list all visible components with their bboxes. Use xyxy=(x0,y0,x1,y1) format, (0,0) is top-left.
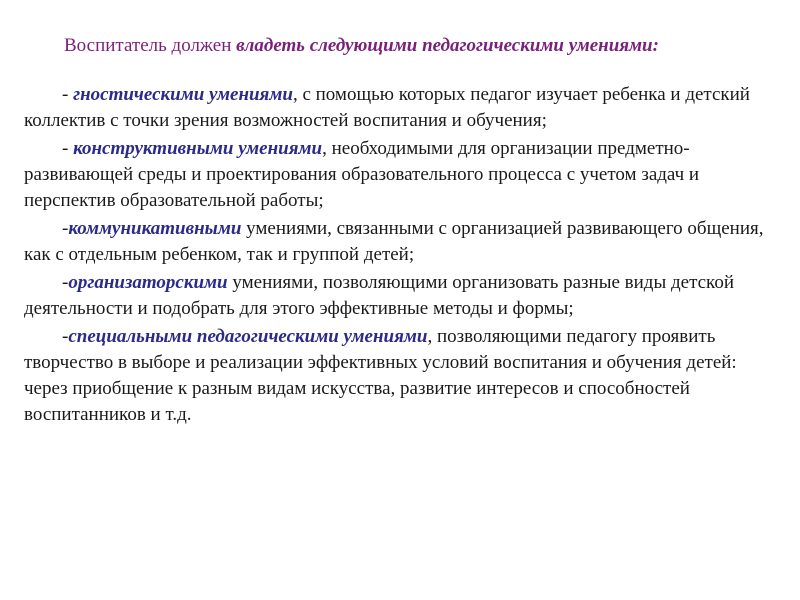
item-dash: - xyxy=(62,84,74,105)
item-term: гностическими умениями xyxy=(73,84,293,105)
item-dash: - xyxy=(62,326,69,347)
list-item-special xyxy=(24,324,770,428)
list-item-gnostic xyxy=(24,82,770,134)
list-item-communicative xyxy=(24,216,770,268)
item-term: организаторскими xyxy=(68,272,228,293)
item-text: , с помощью которых педагог изучает ребенка и детский коллектив с точки зрения возможностей воспитания и обучения; xyxy=(24,84,750,131)
item-term: конструктивными умениями xyxy=(73,138,323,159)
list-item-organizational xyxy=(24,270,770,322)
heading-emphasis: владеть следующими педагогическими умениями: xyxy=(236,35,659,56)
item-text: , необходимыми для организации предметно-развивающей среды и проектирования образовательного процесса с учетом задач и перспектив образовательной работы; xyxy=(24,138,700,211)
slide-heading xyxy=(24,34,770,58)
item-text: , позволяющими педагогу проявить творчество в выборе и реализации эффективных условий воспитания и обучения детей: через приобщение к разным видам искусства, развитие интересов и способностей воспитанников и т.д. xyxy=(24,326,737,425)
list-item-constructive xyxy=(24,136,770,214)
item-text: умениями, связанными с организацией развивающего общения, как с отдельным ребенком, так и группой детей; xyxy=(24,218,764,265)
heading-lead: Воспитатель должен xyxy=(64,35,237,56)
item-dash: - xyxy=(62,138,74,159)
item-dash: - xyxy=(62,218,69,239)
item-term: коммуникативными xyxy=(68,218,242,239)
item-term: специальными педагогическими умениями xyxy=(68,326,428,347)
item-text: умениями, позволяющими организовать разные виды детской деятельности и подобрать для этого эффективные методы и формы; xyxy=(24,272,734,319)
item-dash: - xyxy=(62,272,69,293)
